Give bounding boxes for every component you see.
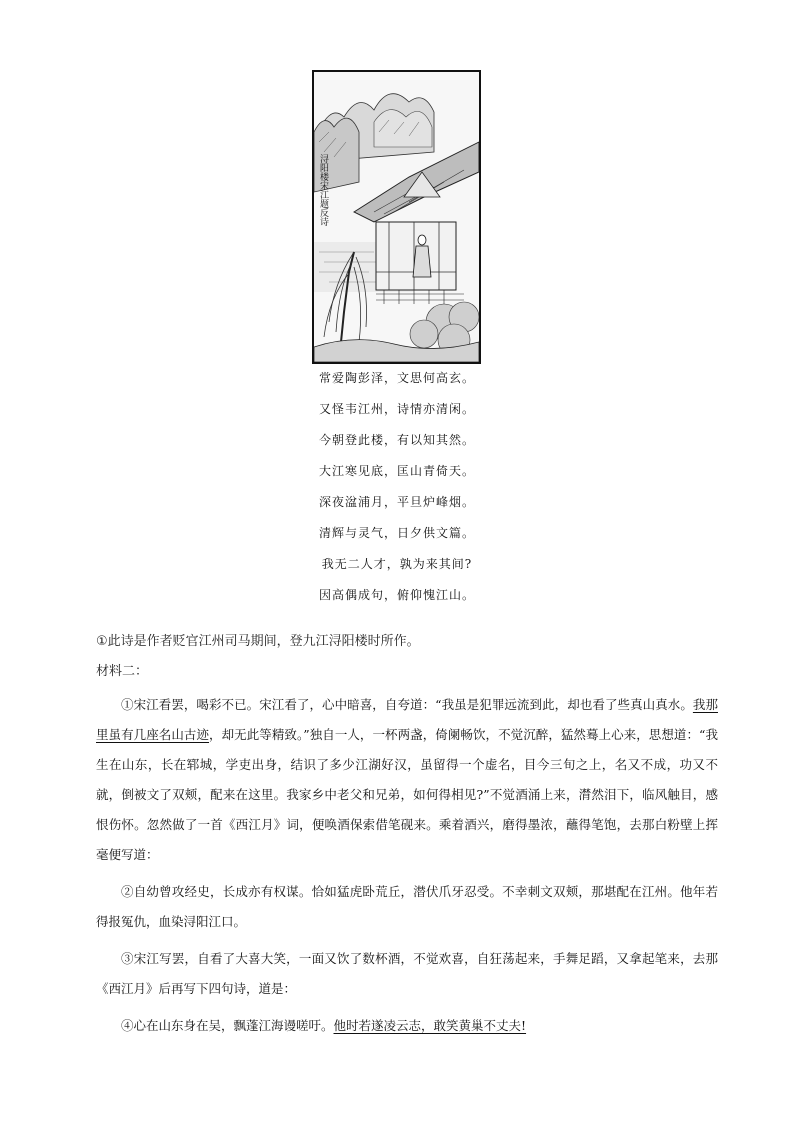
paragraph-4 — [96, 1011, 718, 1041]
material-body — [96, 690, 718, 1048]
illustration-caption: 浔阳楼宋江题反诗 — [318, 154, 328, 226]
underlined-sentence: 我那里虽有几座名山古迹 — [96, 697, 718, 742]
poem-line: 今朝登此楼，有以知其然。 — [318, 433, 475, 447]
poem-line: 我无二人才，孰为来其间? — [321, 557, 473, 571]
paragraph-3: ③宋江写罢，自看了大喜大笑，一面又饮了数杯酒，不觉欢喜，自狂荡起来，手舞足蹈，又拿起笔来，去那《西江月》后再写下四句诗，道是： — [96, 951, 718, 996]
paragraph-text: ①宋江看罢，喝彩不已。宋江看了，心中暗喜，自夸道：“我虽是犯罪远流到此，却也看了些真山真水。 — [121, 697, 693, 712]
paragraph-text: ，却无此等精致。”独自一人，一杯两盏，倚阑畅饮，不觉沉醉，猛然蓦上心来，思想道：“我生在山东，长在郓城，学吏出身，结识了多少江湖好汉，虽留得一个虚名，目今三旬之上，名又不成，功又不就，倒被文了双颊，配来在这里。我家乡中老父和兄弟，如何得相见?”不觉酒涌上来，潸然泪下，临风触目，感恨伤怀。忽然做了一首《西江月》词，便唤酒保索借笔砚来。乘着酒兴，磨得墨浓，蘸得笔饱，去那白粉壁上挥毫便写道： — [96, 727, 718, 862]
poem-line: 又怪韦江州，诗情亦清闲。 — [318, 402, 475, 416]
poem-line: 因高偶成句，俯仰愧江山。 — [318, 588, 475, 602]
poem-line: 大江寒见底，匡山青倚天。 — [318, 464, 475, 478]
poem-line: 清辉与灵气，日夕供文篇。 — [318, 526, 475, 540]
paragraph-1 — [96, 690, 718, 870]
poem-line: 常爱陶彭泽，文思何高玄。 — [318, 371, 475, 385]
woodblock-illustration — [312, 70, 481, 364]
footnote: ①此诗是作者贬官江州司马期间，登九江浔阳楼时所作。 — [96, 634, 420, 649]
paragraph-text: ④心在山东身在吴，飘蓬江海谩嗟吁。 — [121, 1018, 334, 1033]
illustration-artwork — [314, 72, 479, 362]
underlined-sentence: 他时若遂凌云志，敢笑黄巢不丈夫! — [333, 1018, 527, 1033]
poem-line: 深夜湓浦月，平旦炉峰烟。 — [318, 495, 475, 509]
paragraph-2: ②自幼曾攻经史，长成亦有权谋。恰如猛虎卧荒丘，潜伏爪牙忍受。不幸刺文双颊，那堪配在江州。他年若得报冤仇，血染浔阳江口。 — [96, 884, 718, 929]
material-title: 材料二： — [96, 664, 149, 679]
poem — [0, 372, 794, 620]
